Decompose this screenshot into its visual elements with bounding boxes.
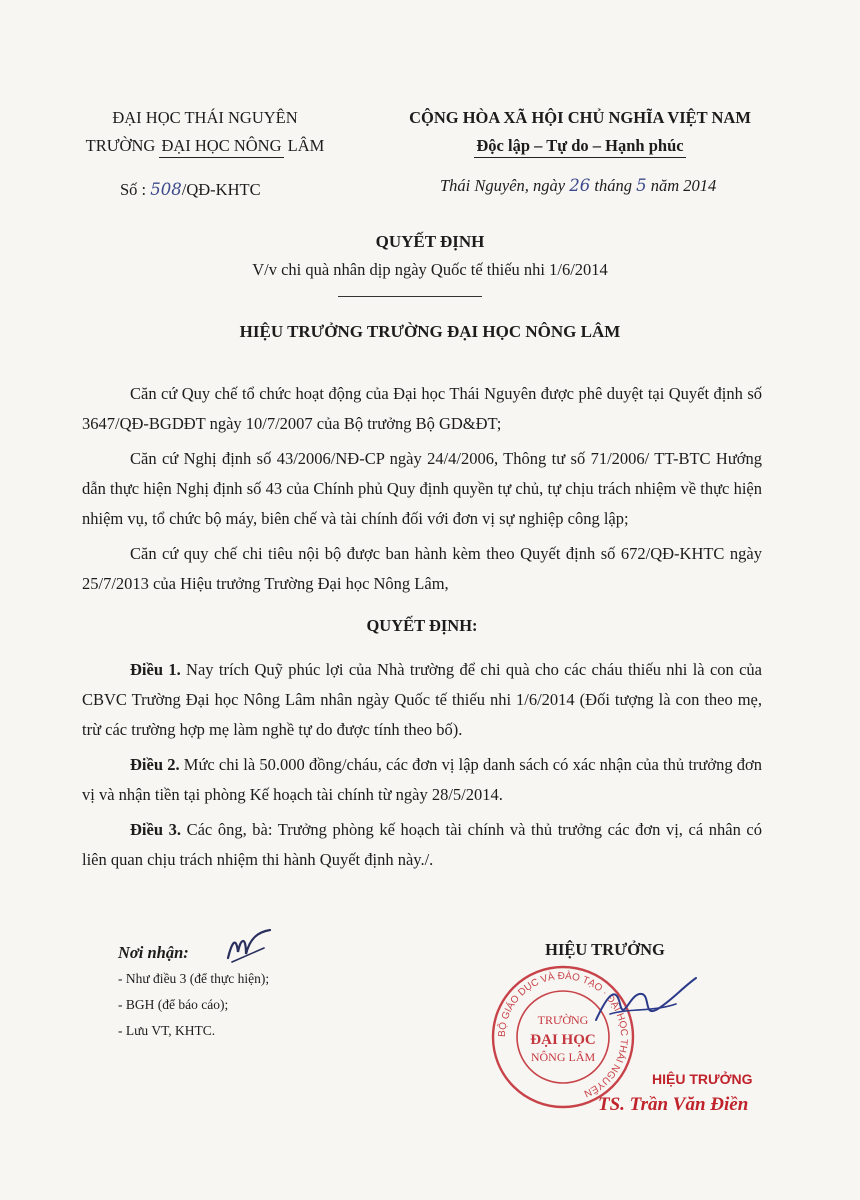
seal-ring-text: BỘ GIÁO DỤC VÀ ĐÀO TẠO · ĐẠI HỌC THÁI NGUYÊN bbox=[496, 970, 630, 1099]
article-1: Điều 1. Nay trích Quỹ phúc lợi của Nhà trường để chi quà cho các cháu thiếu nhi là con của CBVC Trường Đại học Nông Lâm nhân ngày Quốc tế thiếu nhi 1/6/2014 (Đối tượng là con theo mẹ, trừ các trường hợp mẹ làm nghề tự do được tính theo bố). bbox=[82, 660, 762, 739]
handwritten-day: 26 bbox=[569, 176, 591, 195]
issuer-header bbox=[60, 104, 350, 160]
recipients-title: Nơi nhận: bbox=[118, 943, 189, 962]
decision-heading: QUYẾT ĐỊNH: bbox=[366, 616, 478, 635]
seal-line-3: NÔNG LÂM bbox=[530, 1050, 596, 1064]
national-header bbox=[360, 104, 800, 160]
national-motto: Độc lập – Tự do – Hạnh phúc bbox=[474, 135, 685, 158]
article-2: Điều 2. Mức chi là 50.000 đồng/cháu, các đơn vị lập danh sách có xác nhận của thủ trưởng đơn vị và nhận tiền tại phòng Kế hoạch tài chính từ ngày 28/5/2014. bbox=[82, 755, 763, 804]
issuer-school: TRƯỜNG ĐẠI HỌC NÔNG LÂM bbox=[60, 132, 350, 160]
document-body bbox=[82, 379, 762, 880]
preamble-3: Căn cứ quy chế chi tiêu nội bộ được ban hành kèm theo Quyết định số 672/QĐ-KHTC ngày 25/7/2013 của Hiệu trưởng Trường Đại học Nông Lâm, bbox=[82, 544, 762, 593]
initials-mark bbox=[224, 928, 274, 968]
stamp-title: HIỆU TRƯỞNG bbox=[652, 1071, 753, 1087]
recipient-item: - Lưu VT, KHTC. bbox=[118, 1023, 216, 1038]
document-number: Số : 508/QĐ-KHTC bbox=[120, 180, 261, 199]
principal-heading: HIỆU TRƯỞNG TRƯỜNG ĐẠI HỌC NÔNG LÂM bbox=[239, 322, 621, 341]
document-title: QUYẾT ĐỊNH bbox=[375, 232, 485, 251]
national-title: CỘNG HÒA XÃ HỘI CHỦ NGHĨA VIỆT NAM bbox=[409, 108, 751, 127]
signer-title: HIỆU TRƯỞNG bbox=[545, 940, 665, 959]
preamble-1: Căn cứ Quy chế tổ chức hoạt động của Đại học Thái Nguyên được phê duyệt tại Quyết định số 3647/QĐ-BGDĐT ngày 10/7/2007 của Bộ trưởng Bộ GD&ĐT; bbox=[82, 384, 762, 433]
seal-line-1: TRƯỜNG bbox=[537, 1013, 589, 1027]
subtitle-underline bbox=[338, 296, 482, 297]
handwritten-signature bbox=[590, 964, 700, 1040]
handwritten-number: 508 bbox=[150, 180, 182, 199]
handwritten-month: 5 bbox=[636, 176, 647, 195]
article-3: Điều 3. Các ông, bà: Trưởng phòng kế hoạch tài chính và thủ trưởng các đơn vị, cá nhân có liên quan chịu trách nhiệm thi hành Quyết định này./. bbox=[82, 820, 763, 869]
recipient-item: - BGH (để báo cáo); bbox=[118, 997, 229, 1012]
signer-name: TS. Trần Văn Điền bbox=[598, 1094, 749, 1115]
recipient-item: - Như điều 3 (để thực hiện); bbox=[118, 971, 270, 986]
seal-line-2: ĐẠI HỌC bbox=[530, 1032, 596, 1048]
document-subtitle: V/v chi quà nhân dịp ngày Quốc tế thiếu nhi 1/6/2014 bbox=[252, 260, 608, 279]
preamble-2: Căn cứ Nghị định số 43/2006/NĐ-CP ngày 24/4/2006, Thông tư số 71/2006/ TT-BTC Hướng dẫn thực hiện Nghị định số 43 của Chính phủ Quy định quyền tự chủ, tự chịu trách nhiệm về thực hiện nhiệm vụ, tổ chức bộ máy, biên chế và tài chính đối với đơn vị sự nghiệp công lập; bbox=[82, 449, 762, 528]
issuer-parent: ĐẠI HỌC THÁI NGUYÊN bbox=[112, 108, 298, 127]
document-date: Thái Nguyên, ngày 26 tháng 5 năm 2014 bbox=[440, 176, 717, 195]
